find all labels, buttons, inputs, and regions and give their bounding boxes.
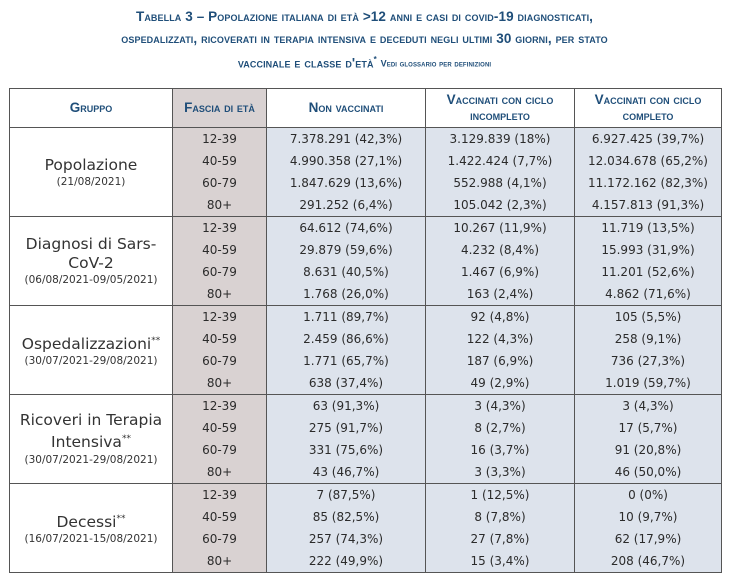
ciclo-incompleto-cell: 92 (4,8%) bbox=[426, 306, 575, 329]
fascia-cell: 80+ bbox=[173, 372, 267, 395]
group-name-text: Diagnosi di Sars-CoV-2 bbox=[25, 235, 157, 272]
non-vaccinati-cell: 275 (91,7%) bbox=[267, 417, 426, 439]
header-row bbox=[10, 89, 722, 128]
fascia-cell: 12-39 bbox=[173, 484, 267, 507]
non-vaccinati-cell: 331 (75,6%) bbox=[267, 439, 426, 461]
non-vaccinati-cell: 85 (82,5%) bbox=[267, 506, 426, 528]
group-name bbox=[10, 332, 172, 354]
caption-line-3 bbox=[0, 49, 729, 75]
group-name-text: Ospedalizzazioni bbox=[21, 335, 152, 354]
non-vaccinati-cell: 29.879 (59,6%) bbox=[267, 239, 426, 261]
ciclo-completo-cell: 17 (5,7%) bbox=[575, 417, 722, 439]
ciclo-incompleto-cell: 1.422.424 (7,7%) bbox=[426, 150, 575, 172]
ciclo-incompleto-cell: 49 (2,9%) bbox=[426, 372, 575, 395]
non-vaccinati-cell: 7 (87,5%) bbox=[267, 484, 426, 507]
ciclo-completo-cell: 1.019 (59,7%) bbox=[575, 372, 722, 395]
non-vaccinati-cell: 1.768 (26,0%) bbox=[267, 283, 426, 306]
ciclo-completo-cell: 91 (20,8%) bbox=[575, 439, 722, 461]
group-name bbox=[10, 235, 172, 273]
fascia-cell: 80+ bbox=[173, 550, 267, 573]
covid-vaccination-table bbox=[9, 88, 722, 573]
table-row bbox=[10, 484, 722, 507]
group-name-text: Popolazione bbox=[44, 155, 138, 174]
non-vaccinati-cell: 1.847.629 (13,6%) bbox=[267, 172, 426, 194]
fascia-cell: 80+ bbox=[173, 283, 267, 306]
group-cell bbox=[10, 484, 173, 573]
non-vaccinati-cell: 1.771 (65,7%) bbox=[267, 350, 426, 372]
fascia-cell: 40-59 bbox=[173, 417, 267, 439]
ciclo-completo-cell: 3 (4,3%) bbox=[575, 395, 722, 418]
group-name bbox=[10, 411, 172, 452]
footnote-marker: ** bbox=[121, 434, 131, 445]
group-name-text: Ricoveri in Terapia Intensiva bbox=[19, 411, 163, 452]
table-body bbox=[10, 128, 722, 573]
ciclo-incompleto-cell: 163 (2,4%) bbox=[426, 283, 575, 306]
ciclo-incompleto-cell: 3 (4,3%) bbox=[426, 395, 575, 418]
group-date: (21/08/2021) bbox=[56, 175, 126, 188]
fascia-cell: 60-79 bbox=[173, 439, 267, 461]
table-row bbox=[10, 306, 722, 329]
fascia-cell: 12-39 bbox=[173, 217, 267, 240]
group-date: (06/08/2021-09/05/2021) bbox=[24, 274, 158, 286]
ciclo-completo-cell: 15.993 (31,9%) bbox=[575, 239, 722, 261]
ciclo-incompleto-cell: 122 (4,3%) bbox=[426, 328, 575, 350]
header-ciclo-completo: Vaccinati con ciclo completo bbox=[575, 89, 722, 128]
fascia-cell: 12-39 bbox=[173, 395, 267, 418]
ciclo-completo-cell: 4.862 (71,6%) bbox=[575, 283, 722, 306]
ciclo-incompleto-cell: 552.988 (4,1%) bbox=[426, 172, 575, 194]
caption-line-3-text: vaccinale e classe d'età bbox=[237, 55, 374, 71]
ciclo-completo-cell: 258 (9,1%) bbox=[575, 328, 722, 350]
non-vaccinati-cell: 2.459 (86,6%) bbox=[267, 328, 426, 350]
caption-line-1: Tabella 3 – Popolazione italiana di età >12 anni e casi di covid-19 diagnosticati, bbox=[135, 9, 594, 24]
ciclo-incompleto-cell: 187 (6,9%) bbox=[426, 350, 575, 372]
fascia-cell: 60-79 bbox=[173, 261, 267, 283]
group-date: (16/07/2021-15/08/2021) bbox=[24, 533, 158, 546]
non-vaccinati-cell: 4.990.358 (27,1%) bbox=[267, 150, 426, 172]
fascia-cell: 12-39 bbox=[173, 128, 267, 151]
group-name bbox=[10, 510, 172, 532]
fascia-cell: 60-79 bbox=[173, 528, 267, 550]
fascia-cell: 12-39 bbox=[173, 306, 267, 329]
non-vaccinati-cell: 291.252 (6,4%) bbox=[267, 194, 426, 217]
fascia-cell: 40-59 bbox=[173, 239, 267, 261]
fascia-cell: 40-59 bbox=[173, 150, 267, 172]
footnote-marker: * bbox=[373, 55, 377, 64]
fascia-cell: 80+ bbox=[173, 461, 267, 484]
ciclo-completo-cell: 11.172.162 (82,3%) bbox=[575, 172, 722, 194]
ciclo-completo-cell: 736 (27,3%) bbox=[575, 350, 722, 372]
ciclo-completo-cell: 62 (17,9%) bbox=[575, 528, 722, 550]
ciclo-incompleto-cell: 105.042 (2,3%) bbox=[426, 194, 575, 217]
ciclo-incompleto-cell: 10.267 (11,9%) bbox=[426, 217, 575, 240]
non-vaccinati-cell: 8.631 (40,5%) bbox=[267, 261, 426, 283]
group-cell bbox=[10, 128, 173, 217]
non-vaccinati-cell: 64.612 (74,6%) bbox=[267, 217, 426, 240]
non-vaccinati-cell: 43 (46,7%) bbox=[267, 461, 426, 484]
footnote-marker: ** bbox=[116, 513, 126, 524]
group-name bbox=[10, 156, 172, 175]
group-date: (30/07/2021-29/08/2021) bbox=[24, 355, 158, 368]
group-cell bbox=[10, 217, 173, 306]
ciclo-incompleto-cell: 3 (3,3%) bbox=[426, 461, 575, 484]
table-caption bbox=[0, 6, 729, 75]
header-non-vaccinati: Non vaccinati bbox=[267, 89, 426, 128]
table-row bbox=[10, 217, 722, 240]
ciclo-completo-cell: 0 (0%) bbox=[575, 484, 722, 507]
ciclo-incompleto-cell: 16 (3,7%) bbox=[426, 439, 575, 461]
footnote-marker: ** bbox=[151, 335, 161, 346]
non-vaccinati-cell: 63 (91,3%) bbox=[267, 395, 426, 418]
ciclo-completo-cell: 10 (9,7%) bbox=[575, 506, 722, 528]
ciclo-incompleto-cell: 1 (12,5%) bbox=[426, 484, 575, 507]
group-cell bbox=[10, 306, 173, 395]
fascia-cell: 40-59 bbox=[173, 328, 267, 350]
header-fascia: Fascia di età bbox=[173, 89, 267, 128]
fascia-cell: 60-79 bbox=[173, 172, 267, 194]
ciclo-completo-cell: 4.157.813 (91,3%) bbox=[575, 194, 722, 217]
ciclo-incompleto-cell: 27 (7,8%) bbox=[426, 528, 575, 550]
non-vaccinati-cell: 257 (74,3%) bbox=[267, 528, 426, 550]
group-date: (30/07/2021-29/08/2021) bbox=[24, 453, 158, 466]
table-row bbox=[10, 128, 722, 151]
header-gruppo: Gruppo bbox=[10, 89, 173, 128]
ciclo-completo-cell: 12.034.678 (65,2%) bbox=[575, 150, 722, 172]
table-row bbox=[10, 395, 722, 418]
ciclo-completo-cell: 6.927.425 (39,7%) bbox=[575, 128, 722, 151]
ciclo-completo-cell: 105 (5,5%) bbox=[575, 306, 722, 329]
caption-line-2: ospedalizzati, ricoverati in terapia intensiva e deceduti negli ultimi 30 giorni, per stato bbox=[121, 30, 608, 46]
ciclo-incompleto-cell: 8 (7,8%) bbox=[426, 506, 575, 528]
header-ciclo-incompleto: Vaccinati con ciclo incompleto bbox=[426, 89, 575, 128]
non-vaccinati-cell: 1.711 (89,7%) bbox=[267, 306, 426, 329]
ciclo-completo-cell: 11.201 (52,6%) bbox=[575, 261, 722, 283]
non-vaccinati-cell: 7.378.291 (42,3%) bbox=[267, 128, 426, 151]
ciclo-completo-cell: 208 (46,7%) bbox=[575, 550, 722, 573]
ciclo-incompleto-cell: 3.129.839 (18%) bbox=[426, 128, 575, 151]
non-vaccinati-cell: 638 (37,4%) bbox=[267, 372, 426, 395]
group-name-text: Decessi bbox=[56, 513, 117, 532]
ciclo-completo-cell: 11.719 (13,5%) bbox=[575, 217, 722, 240]
ciclo-incompleto-cell: 4.232 (8,4%) bbox=[426, 239, 575, 261]
ciclo-incompleto-cell: 15 (3,4%) bbox=[426, 550, 575, 573]
ciclo-incompleto-cell: 1.467 (6,9%) bbox=[426, 261, 575, 283]
fascia-cell: 60-79 bbox=[173, 350, 267, 372]
ciclo-incompleto-cell: 8 (2,7%) bbox=[426, 417, 575, 439]
fascia-cell: 40-59 bbox=[173, 506, 267, 528]
fascia-cell: 80+ bbox=[173, 194, 267, 217]
non-vaccinati-cell: 222 (49,9%) bbox=[267, 550, 426, 573]
group-cell bbox=[10, 395, 173, 484]
ciclo-completo-cell: 46 (50,0%) bbox=[575, 461, 722, 484]
glossary-note: Vedi glossario per definizioni bbox=[380, 58, 492, 69]
